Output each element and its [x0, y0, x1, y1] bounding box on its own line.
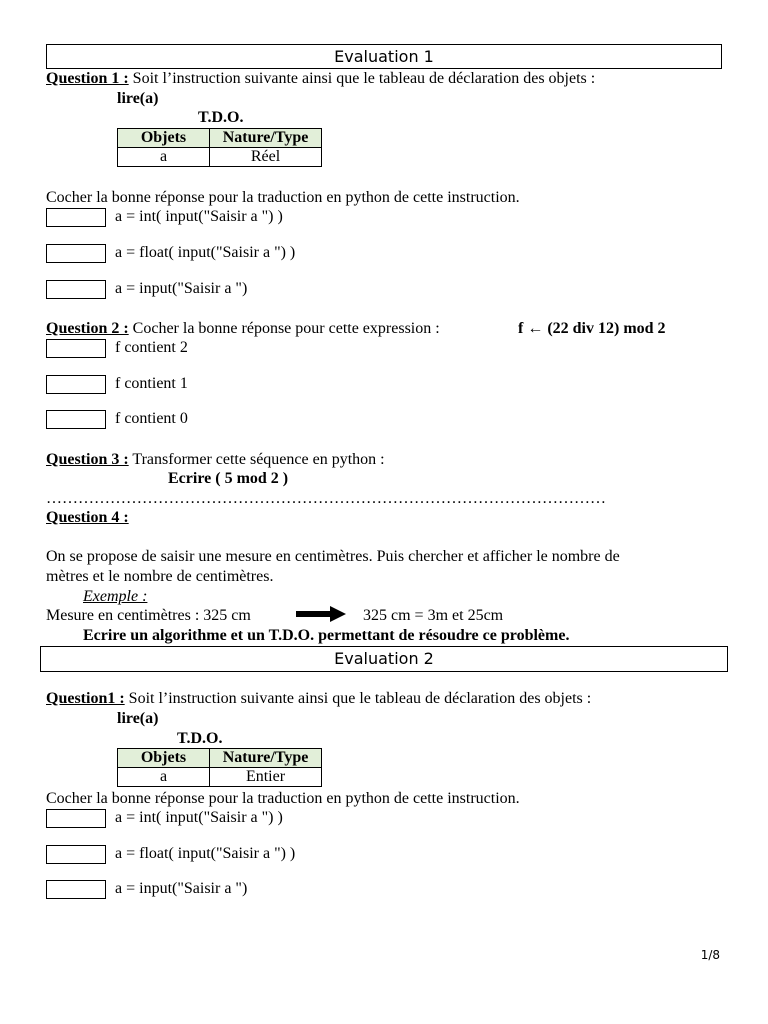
q2-option-1-checkbox[interactable]	[46, 339, 106, 358]
q4-label	[46, 509, 129, 527]
q1-label: Question 1 :	[46, 70, 129, 87]
page-number: 1/8	[700, 948, 720, 962]
q3-code: Ecrire ( 5 mod 2 )	[168, 470, 289, 487]
q2-option-3-checkbox[interactable]	[46, 410, 106, 429]
e2-q1-option-3-checkbox[interactable]	[46, 880, 106, 899]
e2-q1-label: Question1 :	[46, 690, 125, 707]
e2-q1-line	[46, 690, 591, 708]
q2-expression: f ← (22 div 12) mod 2	[518, 320, 666, 337]
q1-option-1-checkbox[interactable]	[46, 208, 106, 227]
e2-q1-text: Soit l’instruction suivante ainsi que le tableau de déclaration des objets :	[124, 690, 592, 707]
q1-option-2-label: a = float( input("Saisir a ") )	[115, 244, 296, 261]
q4-example-output: 325 cm = 3m et 25cm	[363, 607, 504, 624]
e2-q1-option-1-label: a = int( input("Saisir a ") )	[115, 809, 283, 826]
table-cell-type: Entier	[210, 768, 322, 787]
e2-q1-option-1-checkbox[interactable]	[46, 809, 106, 828]
q4-example-input: Mesure en centimètres : 325 cm	[46, 607, 251, 624]
evaluation-1-title: Evaluation 1	[46, 44, 722, 69]
table-header-nature: Nature/Type	[210, 749, 322, 768]
table-cell-object: a	[118, 768, 210, 787]
table-header-nature: Nature/Type	[210, 129, 322, 148]
e2-q1-option-2-label: a = float( input("Saisir a ") )	[115, 845, 296, 862]
q3-answer-dots: ……………………………………………………………………………………………	[46, 490, 606, 507]
e2-q1-tdo-table	[117, 748, 322, 787]
q3-label: Question 3 :	[46, 451, 129, 468]
table-header-row	[118, 749, 322, 768]
table-header-objets: Objets	[118, 129, 210, 148]
e2-q1-option-2-checkbox[interactable]	[46, 845, 106, 864]
table-header-row	[118, 129, 322, 148]
q1-option-1-label: a = int( input("Saisir a ") )	[115, 208, 283, 225]
q1-line	[46, 70, 595, 88]
q1-option-3-checkbox[interactable]	[46, 280, 106, 299]
q1-instruction: lire(a)	[117, 90, 159, 107]
q1-tdo-table	[117, 128, 322, 167]
q2-option-2-checkbox[interactable]	[46, 375, 106, 394]
table-row	[118, 768, 322, 787]
evaluation-2-title: Evaluation 2	[40, 646, 728, 672]
q2-line	[46, 320, 440, 338]
table-cell-object: a	[118, 148, 210, 167]
table-cell-type: Réel	[210, 148, 322, 167]
e2-q1-prompt: Cocher la bonne réponse pour la traduction en python de cette instruction.	[46, 790, 520, 807]
e2-q1-option-3-label: a = input("Saisir a ")	[115, 880, 248, 897]
q2-option-3-label: f contient 0	[115, 410, 188, 427]
q4-label-text: Question 4 :	[46, 509, 129, 526]
q3-line	[46, 451, 385, 469]
q2-option-2-label: f contient 1	[115, 375, 188, 392]
e2-q1-tdo-title: T.D.O.	[177, 730, 223, 747]
arrow-right-icon	[296, 606, 346, 622]
q1-prompt: Cocher la bonne réponse pour la traduction en python de cette instruction.	[46, 189, 520, 206]
q1-tdo-title: T.D.O.	[198, 109, 244, 126]
q2-text: Cocher la bonne réponse pour cette expression :	[128, 320, 440, 337]
q4-example-label: Exemple :	[83, 588, 148, 605]
q4-paragraph-line1: On se propose de saisir une mesure en centimètres. Puis chercher et afficher le nombre de	[46, 548, 620, 565]
q2-label: Question 2 :	[46, 320, 129, 337]
table-header-objets: Objets	[118, 749, 210, 768]
q3-text: Transformer cette séquence en python :	[128, 451, 385, 468]
q1-option-2-checkbox[interactable]	[46, 244, 106, 263]
q2-option-1-label: f contient 2	[115, 339, 188, 356]
table-row	[118, 148, 322, 167]
q4-task: Ecrire un algorithme et un T.D.O. permettant de résoudre ce problème.	[83, 627, 570, 644]
e2-q1-instruction: lire(a)	[117, 710, 159, 727]
q1-option-3-label: a = input("Saisir a ")	[115, 280, 248, 297]
q1-text: Soit l’instruction suivante ainsi que le tableau de déclaration des objets :	[128, 70, 596, 87]
q4-paragraph-line2: mètres et le nombre de centimètres.	[46, 568, 274, 585]
